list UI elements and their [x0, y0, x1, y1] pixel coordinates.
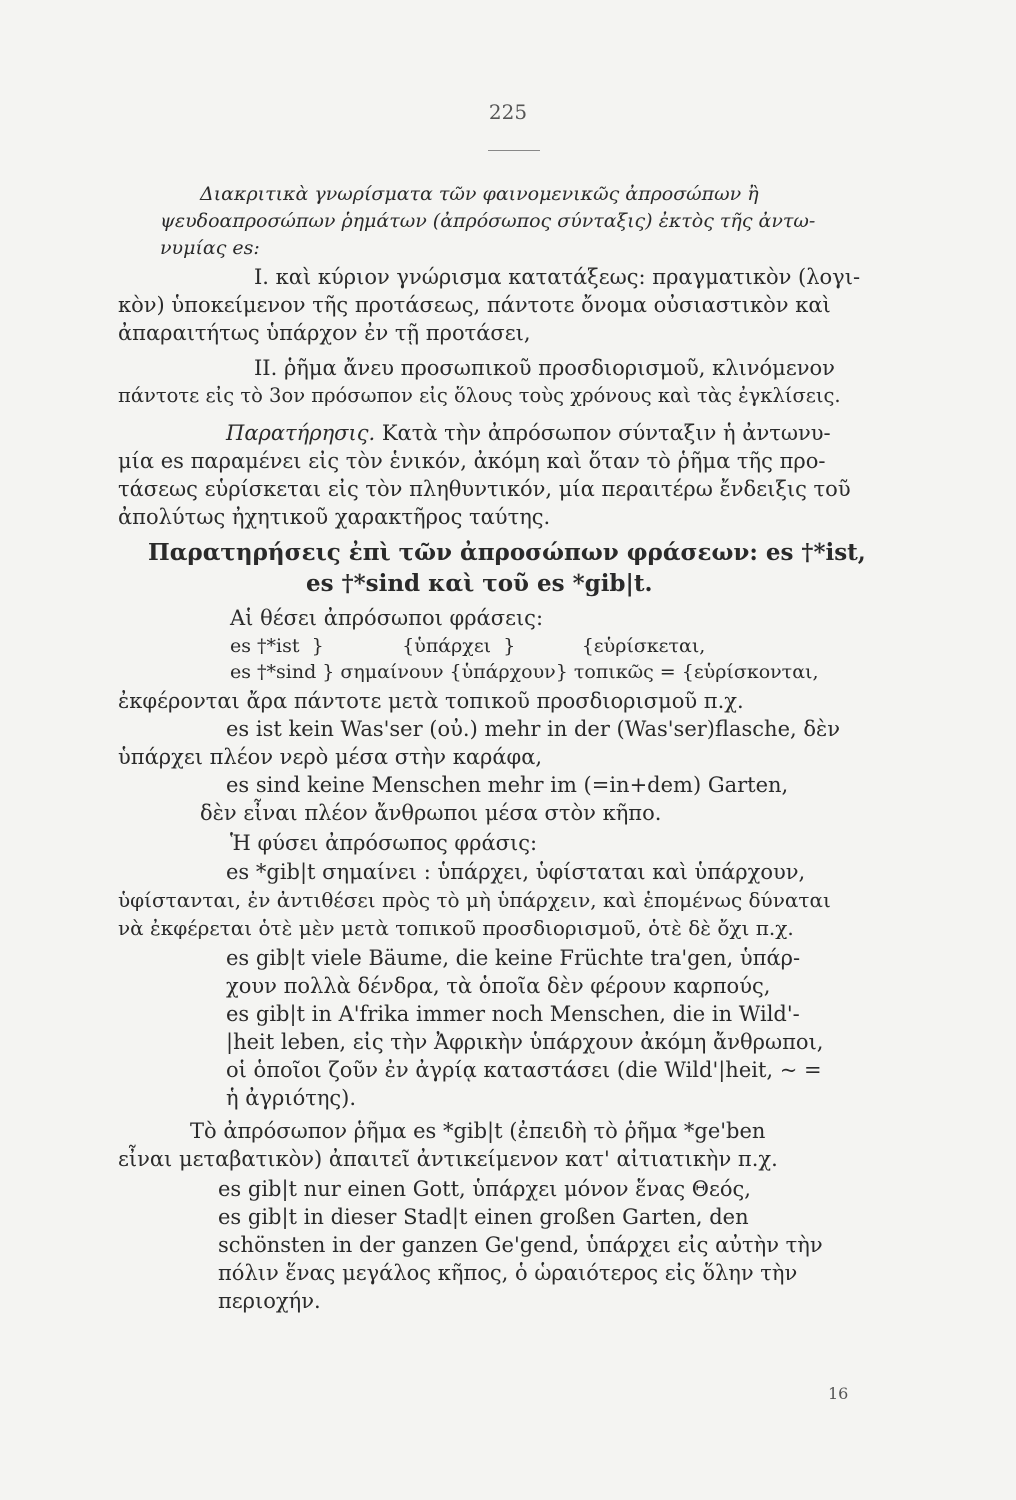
- point1-line: I. καὶ κύριον γνώρισμα κατατάξεως: πραγματικὸν (λογι-: [254, 265, 861, 289]
- point2-line: πάντοτε εἰς τὸ 3ον πρόσωπον εἰς ὅλους τοὺς χρόνους καὶ τὰς ἐγκλίσεις.: [118, 384, 841, 407]
- body-line: Αἱ θέσει ἀπρόσωποι φράσεις:: [230, 606, 544, 630]
- body-line: ἐκφέρονται ἄρα πάντοτε μετὰ τοπικοῦ προσδιορισμοῦ π.χ.: [118, 689, 744, 713]
- header-rule: [488, 150, 540, 151]
- remark-line: μία es παραμένει εἰς τὸν ἑνικόν, ἀκόμη καὶ ὅταν τὸ ῥῆμα τῆς προ-: [118, 449, 826, 473]
- body-line: Ἡ φύσει ἀπρόσωπος φράσις:: [230, 831, 538, 855]
- body-line: es gib|t in dieser Stad|t einen großen Garten, den: [218, 1205, 749, 1229]
- body-line: es gib|t in A'frika immer noch Menschen, die in Wild'-: [226, 1002, 800, 1026]
- remark-line: ἀπολύτως ἠχητικοῦ χαρακτῆρος ταύτης.: [118, 505, 551, 529]
- body-line: ἡ ἀγριότης).: [226, 1086, 357, 1110]
- body-line: οἱ ὁποῖοι ζοῦν ἐν ἀγρίᾳ καταστάσει (die Wild'|heit, ~ =: [226, 1058, 822, 1082]
- body-line: ὑφίστανται, ἐν ἀντιθέσει πρὸς τὸ μὴ ὑπάρχειν, καὶ ἑπομένως δύναται: [118, 888, 831, 912]
- body-line: περιοχήν.: [218, 1289, 321, 1313]
- body-line: νὰ ἐκφέρεται ὁτὲ μὲν μετὰ τοπικοῦ προσδιορισμοῦ, ὁτὲ δὲ ὄχι π.χ.: [118, 916, 794, 940]
- body-line: |heit leben, εἰς τὴν Ἀφρικὴν ὑπάρχουν ἀκόμη ἄνθρωποι,: [226, 1030, 824, 1054]
- body-line: es sind keine Menschen mehr im (=in+dem) Garten,: [226, 773, 789, 797]
- body-line: es †*sind } σημαίνουν {ὑπάρχουν} τοπικῶς = {εὑρίσκονται,: [230, 661, 819, 683]
- intro-heading-line-1: Διακριτικὰ γνωρίσματα τῶν φαινομενικῶς ἀπροσώπων ἢ: [200, 183, 759, 205]
- body-line: εἶναι μεταβατικὸν) ἀπαιτεῖ ἀντικείμενον κατ' αἰτιατικὴν π.χ.: [118, 1147, 778, 1171]
- section-title-line-2: es †*sind καὶ τοῦ es *gib|t.: [306, 570, 653, 597]
- body-line: χουν πολλὰ δένδρα, τὰ ὁποῖα δὲν φέρουν καρπούς,: [226, 974, 771, 998]
- body-line: ὑπάρχει πλέον νερὸ μέσα στὴν καράφα,: [118, 745, 543, 769]
- remark-line-1: Παρατήρησις. Κατὰ τὴν ἀπρόσωπον σύνταξιν ἡ ἀντωνυ-: [226, 421, 831, 445]
- body-line: es *gib|t σημαίνει : ὑπάρχει, ὑφίσταται καὶ ὑπάρχουν,: [226, 860, 806, 884]
- footer-mark: 16: [828, 1384, 849, 1403]
- body-line: es †*ist } {ὑπάρχει } {εὑρίσκεται,: [230, 635, 706, 657]
- body-line: πόλιν ἕνας μεγάλος κῆπος, ὁ ὡραιότερος εἰς ὅλην τὴν: [218, 1261, 798, 1285]
- body-line: es ist kein Was'ser (οὐ.) mehr in der (Was'ser)flasche, δὲν: [226, 717, 841, 741]
- body-line: δὲν εἶναι πλέον ἄνθρωποι μέσα στὸν κῆπο.: [200, 801, 662, 825]
- remark-label: Παρατήρησις.: [226, 421, 376, 445]
- page-number: 225: [488, 100, 528, 124]
- point1-line: κὸν) ὑποκείμενον τῆς προτάσεως, πάντοτε ὄνομα οὐσιαστικὸν καὶ: [118, 293, 831, 317]
- body-line: es gib|t nur einen Gott, ὑπάρχει μόνον ἕνας Θεός,: [218, 1177, 751, 1201]
- point2-line: II. ῥῆμα ἄνευ προσωπικοῦ προσδιορισμοῦ, κλινόμενον: [254, 356, 835, 380]
- section-title-line-1: Παρατηρήσεις ἐπὶ τῶν ἀπροσώπων φράσεων: es †*ist,: [148, 539, 866, 566]
- body-line: es gib|t viele Bäume, die keine Früchte tra'gen, ὑπάρ-: [226, 946, 801, 970]
- point1-line: ἀπαραιτήτως ὑπάρχον ἐν τῇ προτάσει,: [118, 321, 531, 345]
- intro-heading-line-2: ψευδοαπροσώπων ῥημάτων (ἀπρόσωπος σύνταξις) ἐκτὸς τῆς ἀντω-: [160, 210, 816, 232]
- intro-heading-line-3: νυμίας es:: [160, 237, 260, 259]
- body-line: Τὸ ἀπρόσωπον ῥῆμα es *gib|t (ἐπειδὴ τὸ ῥῆμα *ge'ben: [190, 1119, 766, 1143]
- remark-line: τάσεως εὑρίσκεται εἰς τὸν πληθυντικόν, μία περαιτέρω ἔνδειξις τοῦ: [118, 477, 851, 501]
- body-line: schönsten in der ganzen Ge'gend, ὑπάρχει εἰς αὐτὴν τὴν: [218, 1233, 823, 1257]
